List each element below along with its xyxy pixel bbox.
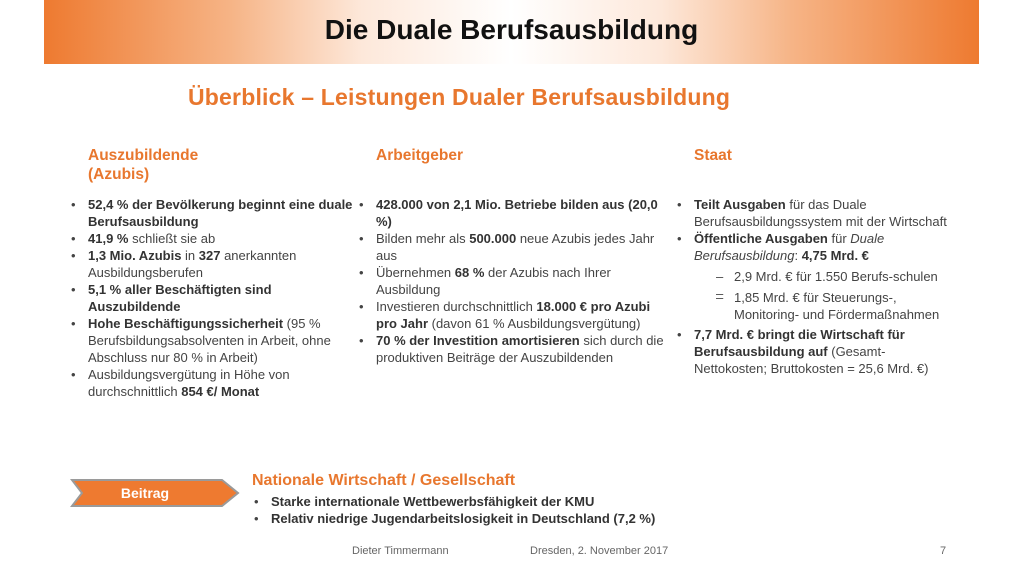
column-heading [357,146,667,165]
text: Übernehmen [376,265,455,280]
list-item [357,264,667,298]
bold-text: 41,9 % [88,231,129,246]
column-staat [675,146,955,377]
text: neue Azubis jedes Jahr aus [376,231,655,263]
text: schließt sie ab [128,231,216,246]
list-item [252,493,655,510]
sub-list-item: – 2,9 Mrd. € für 1.550 Berufs-schulen [716,268,955,285]
text: Investieren durchschnittlich [376,299,537,314]
bold-text: 1,3 Mio. Azubis [88,248,182,263]
bold-text: Starke internationale Wettbewerbsfähigkeit der KMU [271,494,595,509]
heading-line: (Azubis) [88,166,150,183]
text: (davon 61 % Ausbildungsvergütung) [428,316,641,331]
slide-title: Die Duale Berufsausbildung [324,14,699,45]
bold-text: Öffentliche Ausgaben [694,231,828,246]
column-heading [675,146,955,165]
bold-text: Relativ niedrige Jugendarbeitslosigkeit in Deutschland (7,2 %) [271,511,656,526]
list-item [357,298,667,332]
text: für [827,231,851,246]
text: für das Duale Berufsausbildungssystem mit der Wirtschaft [694,197,947,229]
bold-text: 327 [198,248,221,263]
column-arbeitgeber [357,146,667,366]
list-item [357,230,667,264]
list-item [675,230,955,323]
bold-text: 70 % der Investition amortisieren [376,333,580,348]
text: (Gesamt-Nettokosten; Bruttokosten = 25,6 Mrd. €) [694,344,929,376]
bold-text: 52,4 % der Bevölkerung beginnt eine duale Berufsausbildung [88,197,353,229]
list-item [69,315,359,366]
bold-text: Hohe Beschäftigungssicherheit [88,316,284,331]
bold-text: Teilt Ausgaben [694,197,786,212]
list-item [69,366,359,400]
heading-line: Arbeitgeber [376,147,463,164]
nationale-heading: Nationale Wirtschaft / Gesellschaft [252,472,516,489]
text: in [181,248,199,263]
text: sich durch die produktiven Beiträge der Auszubildenden [376,333,664,365]
text: Bilden mehr als [376,231,470,246]
column-heading [69,146,359,184]
footer-author: Dieter Timmermann [352,545,449,557]
list-item [69,247,359,281]
bold-text: 68 % [454,265,485,280]
column-auszubildende [69,146,359,400]
bold-text: 7,7 Mrd. € bringt die Wirtschaft für Berufsausbildung auf [694,327,905,359]
text: (95 % Berufsbildungsabsolventen in Arbeit, ohne Abschluss nur 80 % in Arbeit) [88,316,331,365]
bold-text: 5,1 % aller Beschäftigten sind Auszubildende [88,282,272,314]
bold-text: 500.000 [469,231,517,246]
list-item [357,332,667,366]
bold-text: 18.000 € pro Azubi pro Jahr [376,299,651,331]
list-item [357,196,667,230]
title-banner [44,0,979,64]
italic-text: Duale Berufsausbildung [694,231,885,263]
sub-list [694,268,955,323]
beitrag-label: Beitrag [120,485,170,501]
bullet-list [69,196,359,400]
list-item [675,196,955,230]
heading-line: Auszubildende [88,147,199,164]
slide-subtitle: Überblick – Leistungen Dualer Berufsausbildung [188,84,731,110]
text: anerkannten Ausbildungsberufen [88,248,297,280]
list-item [252,510,655,527]
bold-text: 428.000 von 2,1 Mio. Betriebe bilden aus (20,0 %) [376,197,658,229]
list-item [69,196,359,230]
sub-list-item: – 1,85 Mrd. € für Steuerungs-, Monitoring- und Fördermaßnahmen [716,289,955,323]
text: Ausbildungsvergütung in Höhe von durchschnittlich [88,367,290,399]
page-number: 7 [940,545,947,557]
heading-line: Staat [694,147,732,164]
list-item [69,281,359,315]
list-item [69,230,359,247]
bullet-list [675,196,955,377]
beitrag-list [252,493,655,527]
bold-text: 854 €/ Monat [181,384,260,399]
bold-text: 4,75 Mrd. € [801,248,869,263]
bullet-list [357,196,667,366]
list-item [675,326,955,377]
text: : [794,248,802,263]
text: der Azubis nach Ihrer Ausbildung [376,265,611,297]
footer-date: Dresden, 2. November 2017 [530,545,669,557]
